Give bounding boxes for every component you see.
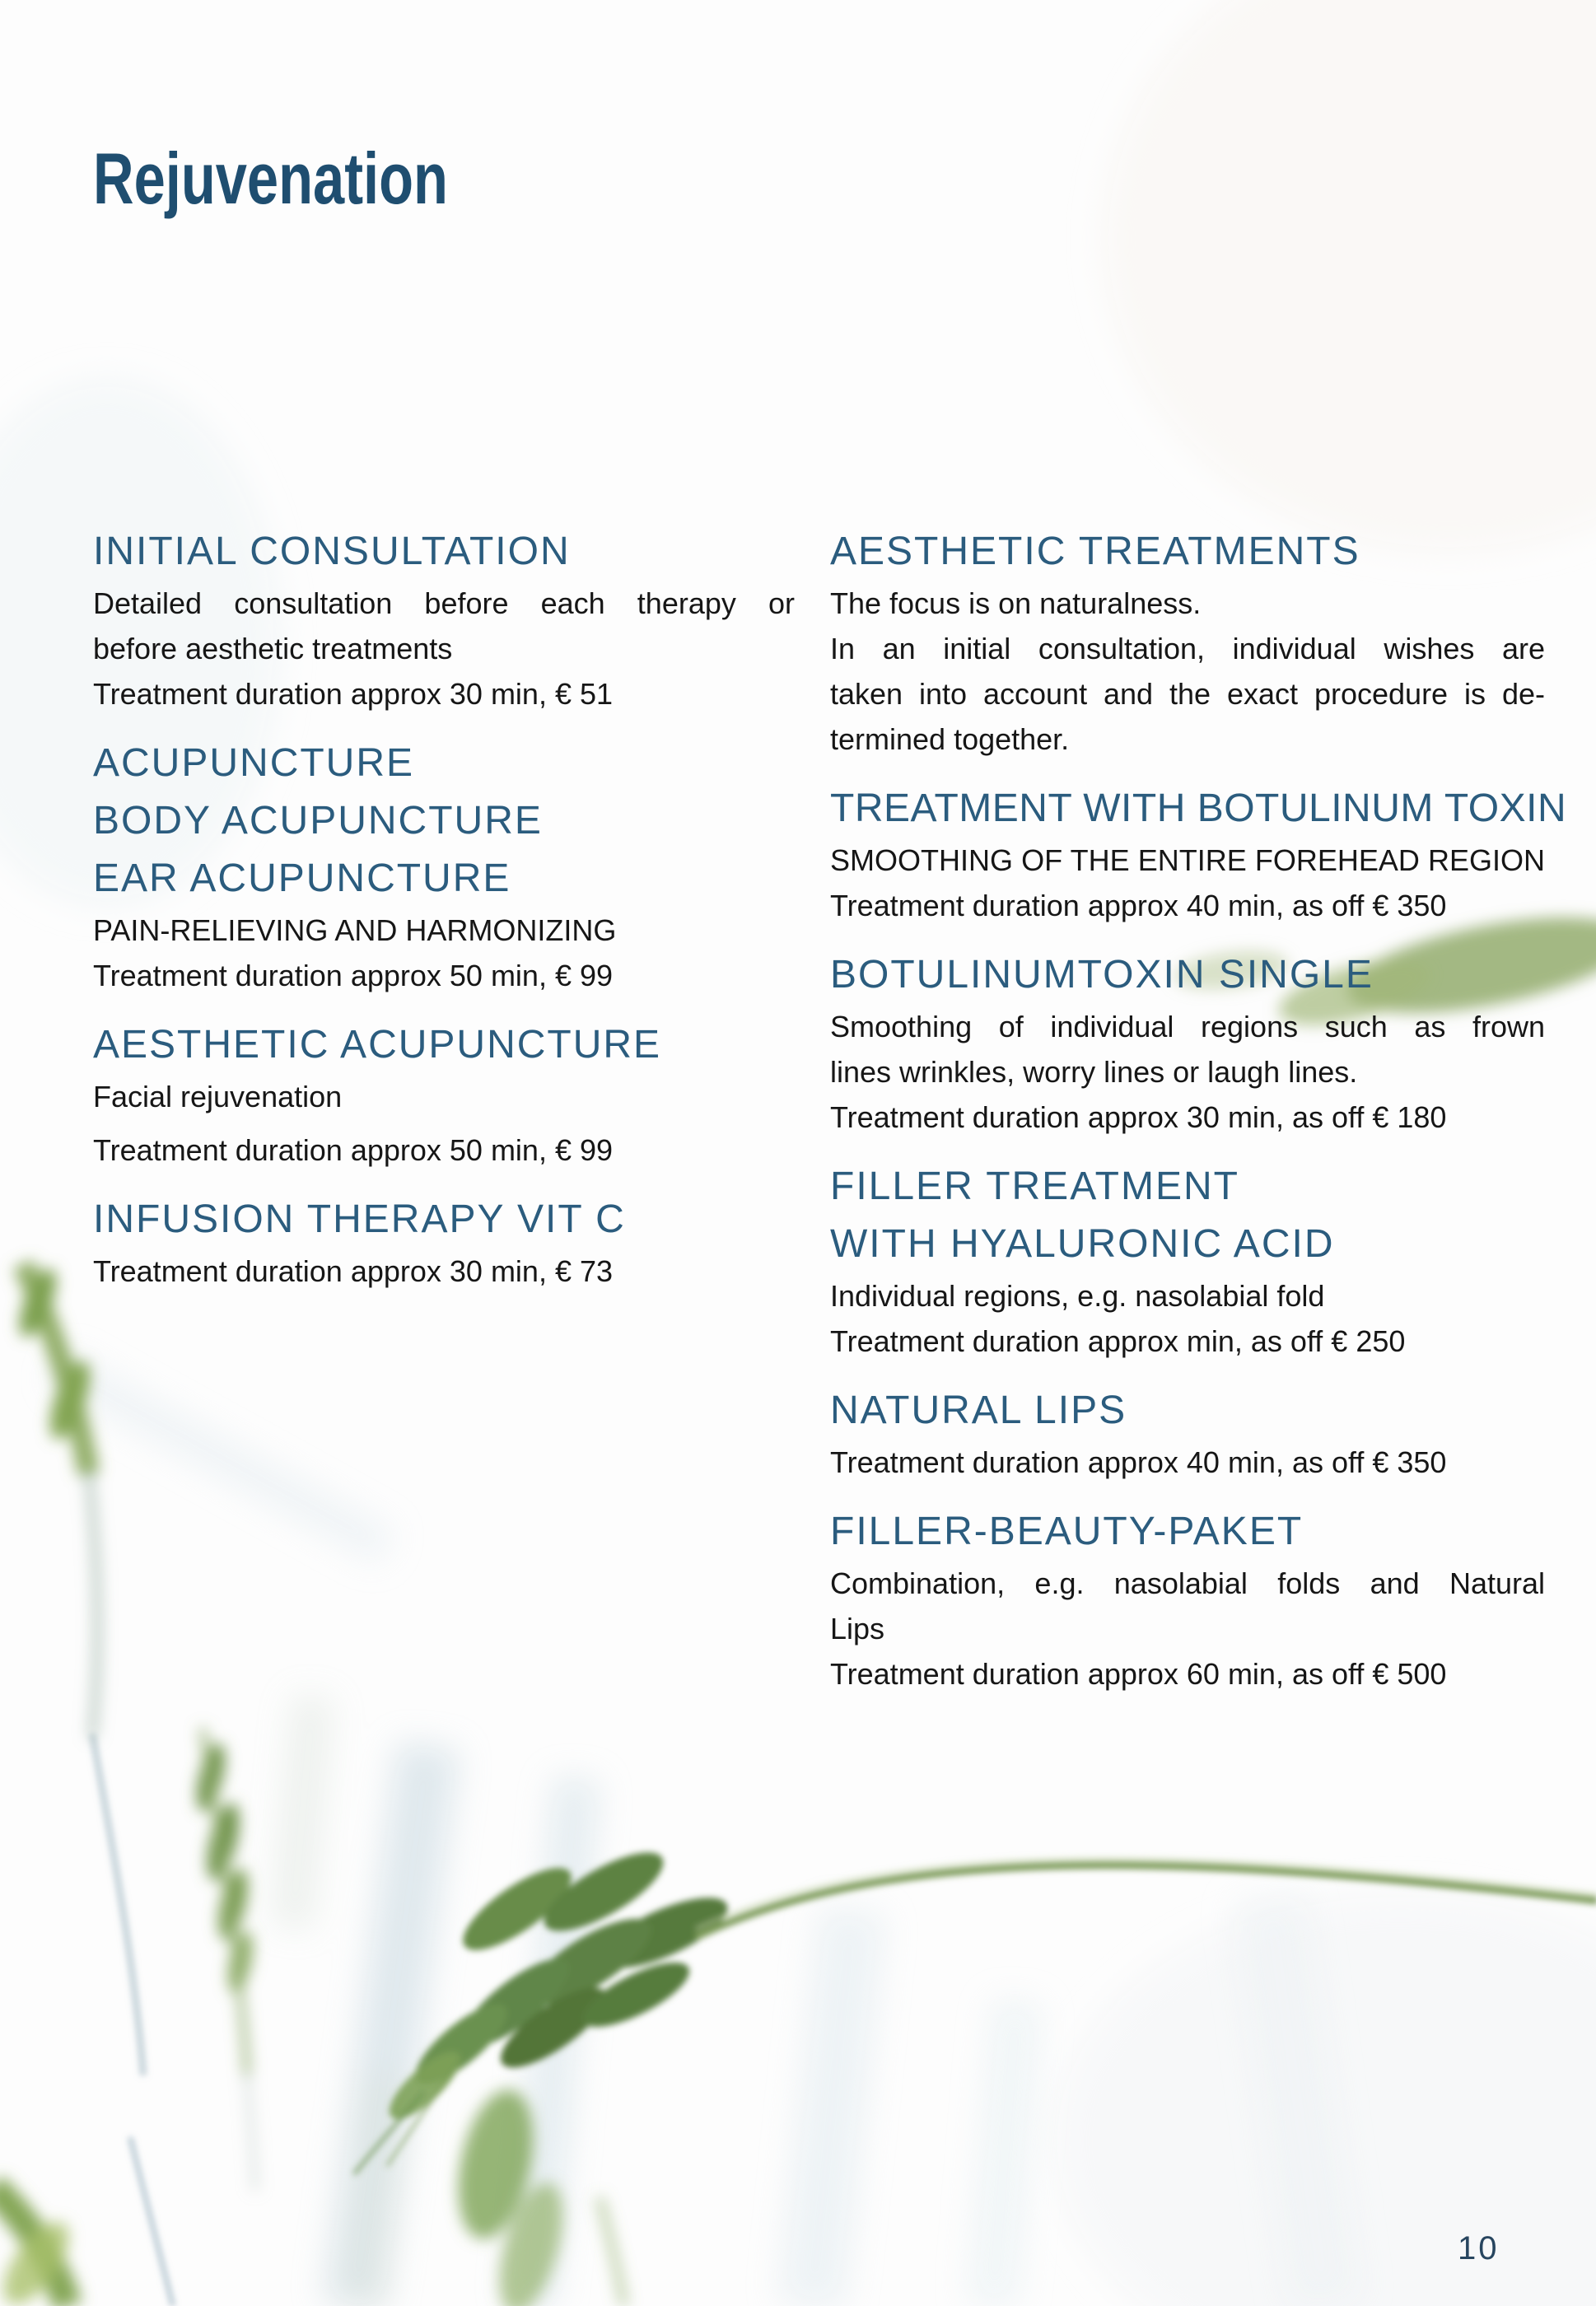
treatment-heading: INITIAL CONSULTATION [93, 530, 571, 573]
treatment-section [830, 946, 1545, 1140]
treatment-section [830, 523, 1545, 762]
treatment-section [93, 1016, 795, 1173]
treatment-text-line: Treatment duration approx 30 min, € 73 [93, 1254, 614, 1288]
treatment-heading: INFUSION THERAPY VIT C [93, 1197, 626, 1241]
treatment-text-line: Lips [830, 1612, 885, 1645]
treatment-heading: BODY ACUPUNCTURE [93, 799, 543, 843]
treatment-heading: AESTHETIC ACUPUNCTURE [93, 1023, 662, 1067]
treatment-text-line: Treatment duration approx 40 min, as off € 350 [830, 889, 1447, 922]
treatment-text-line: taken into account and the exact procedure is de- [830, 677, 1545, 711]
treatment-text-line: Combination, e.g. nasolabial folds and Natural [830, 1566, 1545, 1600]
treatment-text-line: Facial rejuvenation [93, 1080, 343, 1113]
treatment-text-line: Treatment duration approx 30 min, € 51 [93, 677, 614, 711]
treatment-text-line: before aesthetic treatments [93, 632, 453, 665]
treatment-section [93, 1191, 795, 1294]
treatment-text-line: Treatment duration approx min, as off € 250 [830, 1324, 1406, 1358]
treatments-column-right [830, 523, 1567, 1715]
treatment-heading: ACUPUNCTURE [93, 741, 415, 785]
treatment-heading: FILLER TREATMENT [830, 1165, 1239, 1208]
treatment-text-line: lines wrinkles, worry lines or laugh lines. [830, 1055, 1358, 1089]
page-title: Rejuvenation [93, 137, 448, 219]
treatment-heading: FILLER-BEAUTY-PAKET [830, 1510, 1304, 1553]
treatment-text-line: The focus is on naturalness. [830, 586, 1202, 620]
treatment-text-line: termined together. [830, 722, 1070, 756]
treatment-text-line: Individual regions, e.g. nasolabial fold [830, 1279, 1325, 1313]
treatment-text-line: Treatment duration approx 50 min, € 99 [93, 1133, 614, 1167]
treatment-text-line: PAIN-RELIEVING AND HARMONIZING [93, 913, 617, 947]
treatment-heading: NATURAL LIPS [830, 1389, 1127, 1432]
treatment-section [830, 1382, 1545, 1485]
treatment-heading: TREATMENT WITH BOTULINUM TOXIN [830, 787, 1567, 830]
treatment-heading: EAR ACUPUNCTURE [93, 857, 511, 900]
treatment-section [830, 1158, 1545, 1364]
treatment-section [830, 1503, 1545, 1697]
treatment-text-line: SMOOTHING OF THE ENTIRE FOREHEAD REGION [830, 843, 1545, 877]
treatment-section [93, 523, 795, 717]
treatment-text-line: Treatment duration approx 60 min, as off € 500 [830, 1657, 1447, 1691]
treatments-column-left [93, 523, 795, 1312]
treatment-heading: AESTHETIC TREATMENTS [830, 530, 1360, 573]
treatment-text-line: Treatment duration approx 50 min, € 99 [93, 959, 614, 992]
treatment-text-line: Treatment duration approx 40 min, as off € 350 [830, 1445, 1447, 1479]
treatment-text-line: Treatment duration approx 30 min, as off € 180 [830, 1100, 1447, 1134]
treatment-heading: BOTULINUMTOXIN SINGLE [830, 953, 1374, 997]
treatment-heading: WITH HYALURONIC ACID [830, 1222, 1335, 1266]
treatment-text-line: Smoothing of individual regions such as frown [830, 1010, 1545, 1043]
treatment-text-line: Detailed consultation before each therapy or [93, 586, 795, 620]
page-number: 10 [1458, 2230, 1500, 2266]
treatment-section [93, 735, 795, 998]
treatment-section [830, 780, 1567, 928]
treatment-text-line: In an initial consultation, individual wishes are [830, 632, 1545, 665]
